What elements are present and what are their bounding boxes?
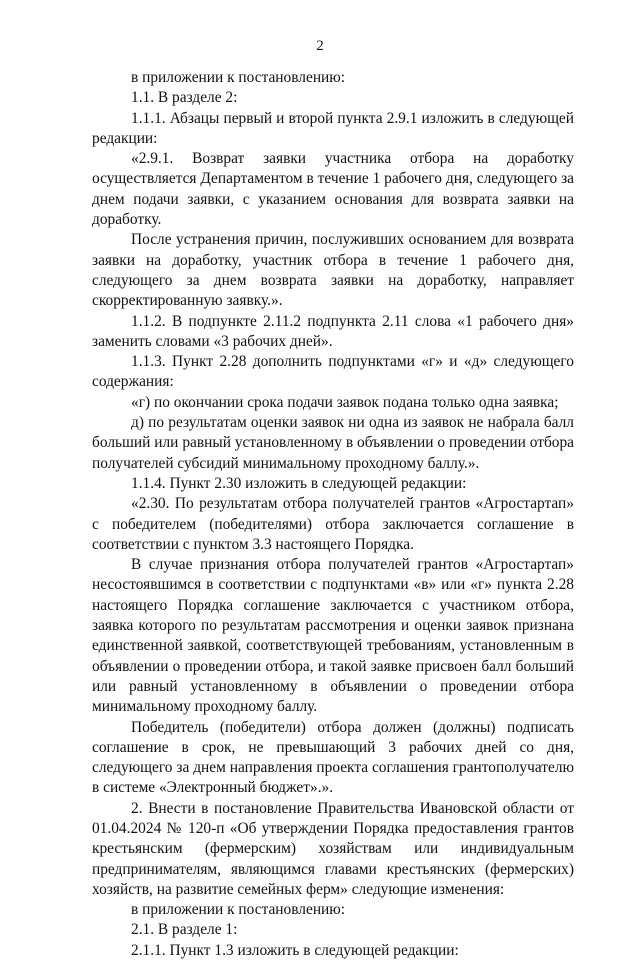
paragraph: д) по результатам оценки заявок ни одна из заявок не набрала балл больший или равный установленному в объявлении о проведении отбора получателей субсидий минимальному проходному баллу.». [92, 414, 574, 472]
paragraph: 1.1.4. Пункт 2.30 изложить в следующей редакции: [131, 474, 467, 492]
paragraph: «2.30. По результатам отбора получателей грантов «Агростартап» с победителем (победителями) отбора заключается соглашение в соответствии с пунктом 3.3 настоящего Порядка. [92, 495, 574, 553]
document-body [92, 68, 574, 961]
paragraph: 1.1.2. В подпункте 2.11.2 подпункта 2.11 слова «1 рабочего дня» заменить словами «3 рабочих дней». [92, 312, 574, 350]
paragraph: В случае признания отбора получателей грантов «Агростартап» несостоявшимся в соответствии с подпунктами «в» или «г» пункта 2.28 настоящего Порядка соглашение заключается с участником отбора, заявка которого по результатам рассмотрения и оценки заявок признана единственной заявкой, соответствующей требованиям, установленным в объявлении о проведении отбора, и такой заявке присвоен балл больший или равный установленному в объявлении о проведении отбора минимальному проходному баллу. [92, 556, 574, 716]
paragraph: «2.9.1. Возврат заявки участника отбора на доработку осуществляется Департаментом в течение 1 рабочего дня, следующего за днем подачи заявки, с указанием основания для возврата заявки на доработку. [92, 150, 574, 229]
paragraph: После устранения причин, послуживших основанием для возврата заявки на доработку, участник отбора в течение 1 рабочего дня, следующего за днем возврата заявки на доработку, направляет скорректированную заявку.». [92, 231, 574, 310]
paragraph: Победитель (победители) отбора должен (должны) подписать соглашение в срок, не превышающий 3 рабочих дней со дня, следующего за днем направления проекта соглашения грантополучателю в системе «Электронный бюджет».». [92, 718, 574, 797]
paragraph: 2.1.1. Пункт 1.3 изложить в следующей редакции: [131, 941, 459, 959]
paragraph: в приложении к постановлению: [131, 901, 346, 919]
paragraph: 1.1.1. Абзацы первый и второй пункта 2.9.1 изложить в следующей редакции: [92, 109, 574, 147]
paragraph: в приложении к постановлению: [131, 69, 346, 86]
paragraph: 2. Внести в постановление Правительства Ивановской области от 01.04.2024 № 120-п «Об утверждении Порядка предоставления грантов крестьянским (фермерским) хозяйствам или индивидуальным предпринимателям, являющимся главами крестьянских (фермерских) хозяйств, на развитие семейных ферм» следующие изменения: [92, 799, 574, 898]
paragraph: 2.1. В разделе 1: [131, 921, 238, 939]
paragraph: «г) по окончании срока подачи заявок подана только одна заявка; [131, 393, 559, 411]
page-number: 2 [316, 38, 324, 54]
paragraph: 1.1.3. Пункт 2.28 дополнить подпунктами «г» и «д» следующего содержания: [92, 353, 574, 391]
paragraph: 1.1. В разделе 2: [131, 89, 238, 107]
